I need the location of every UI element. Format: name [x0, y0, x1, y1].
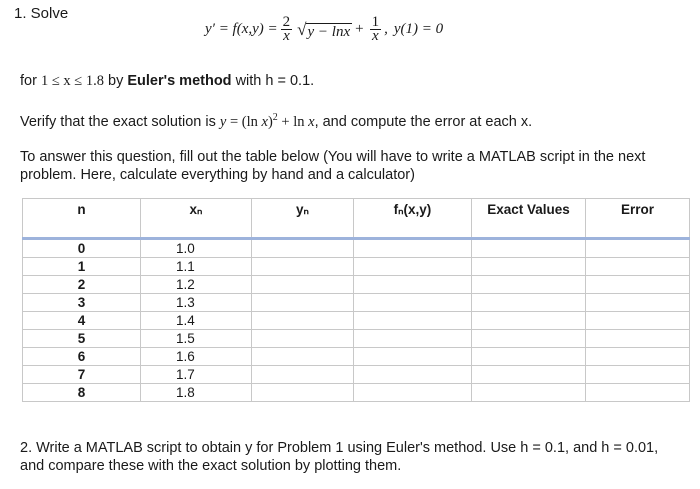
verify-line: [20, 112, 532, 131]
instruction-text: To answer this question, fill out the table below (You will have to write a MATLAB script in the next problem. Here, calculate everything by hand and a calculator): [20, 149, 646, 183]
fraction-two-over-x: [281, 16, 293, 43]
header-error: Error: [586, 199, 690, 239]
ode-equation: [205, 16, 443, 43]
fraction-numerator: 1: [371, 14, 380, 30]
problem-2-text: 2. Write a MATLAB script to obtain y for Problem 1 using Euler's method. Use h = 0.1, and h = 0.01, and compare these with the exact solution by plotting them.: [20, 440, 659, 474]
table-row: 1 1.1: [23, 258, 690, 276]
header-yn: yₙ: [252, 199, 354, 239]
exact-solution: y = (ln x)$^2$ + ln x: [219, 112, 315, 130]
table-row: 3 1.3: [23, 294, 690, 312]
table-header-row: [23, 199, 690, 239]
fraction-numerator: 2: [282, 14, 291, 30]
table-row: 8 1.8: [23, 384, 690, 402]
fraction-one-over-x: [370, 16, 382, 43]
euler-table: [22, 198, 690, 402]
fraction-denominator: x: [283, 28, 290, 44]
square-root: [297, 20, 352, 40]
table-row: 0 1.0: [23, 239, 690, 258]
range-by: by: [104, 73, 128, 89]
header-exact-values: Exact Values: [472, 199, 586, 239]
range-line: [20, 73, 314, 90]
radical-sign: √: [297, 19, 307, 39]
verify-suffix: , and compute the error at each x.: [314, 113, 533, 130]
radicand: y − lnx: [307, 23, 351, 40]
table-row: 5 1.5: [23, 330, 690, 348]
comma: ,: [384, 21, 388, 37]
header-fn: fₙ(x,y): [354, 199, 472, 239]
table-row: 2 1.2: [23, 276, 690, 294]
problem-1-title: 1. Solve: [14, 5, 69, 22]
initial-condition: y(1) = 0: [393, 21, 444, 37]
range-prefix: for: [20, 73, 41, 89]
step-size: with h = 0.1.: [231, 73, 315, 89]
header-xn: xₙ: [141, 199, 252, 239]
table-row: 7 1.7: [23, 366, 690, 384]
verify-prefix: Verify that the exact solution is: [20, 113, 220, 130]
x-range: 1 ≤ x ≤ 1.8: [40, 73, 104, 89]
fraction-denominator: x: [371, 28, 379, 44]
equation-lhs: y′ = f(x,y) =: [205, 21, 278, 37]
method-name: Euler's method: [127, 73, 232, 89]
plus-sign: +: [355, 21, 364, 37]
table-row: 6 1.6: [23, 348, 690, 366]
header-n: n: [23, 199, 141, 239]
table-row: 4 1.4: [23, 312, 690, 330]
